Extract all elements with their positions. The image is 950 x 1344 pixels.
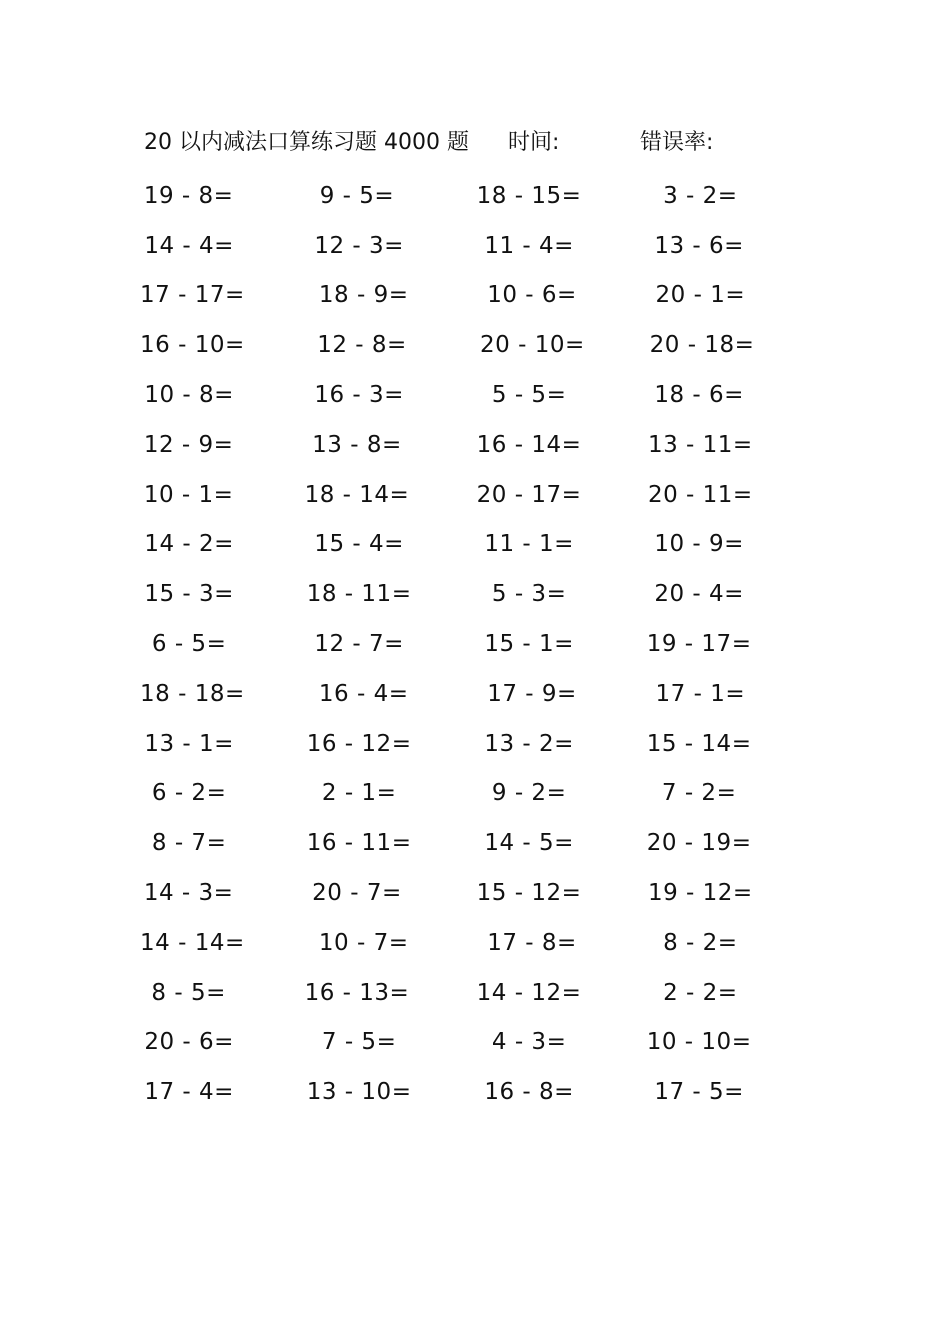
math-problem: 18 - 9=	[318, 282, 409, 309]
problem-row	[140, 868, 820, 918]
problem-row	[140, 271, 820, 321]
worksheet-header	[144, 126, 844, 160]
math-problem: 16 - 10=	[140, 332, 245, 359]
error-rate-label: 错误率:	[640, 130, 714, 155]
math-problem: 14 - 2=	[144, 531, 234, 558]
math-problem: 13 - 11=	[647, 431, 753, 458]
math-problem: 7 - 5=	[321, 1029, 397, 1056]
math-problem: 20 - 1=	[655, 282, 746, 309]
math-problem: 12 - 8=	[317, 332, 407, 359]
problem-row	[140, 719, 820, 769]
math-problem: 6 - 5=	[151, 631, 227, 658]
math-problem: 18 - 15=	[476, 182, 582, 209]
math-problem: 10 - 7=	[318, 929, 409, 956]
math-problem: 17 - 5=	[654, 1079, 744, 1106]
math-problem: 15 - 12=	[476, 880, 582, 907]
problem-row	[140, 1067, 820, 1117]
time-label: 时间:	[508, 130, 560, 155]
problem-row	[140, 470, 820, 520]
math-problem: 10 - 6=	[487, 282, 577, 309]
math-problem: 20 - 11=	[647, 481, 753, 508]
math-problem: 4 - 3=	[491, 1029, 567, 1056]
problem-row	[140, 171, 820, 221]
math-problem: 8 - 7=	[151, 830, 227, 857]
math-problem: 13 - 8=	[312, 431, 402, 458]
math-problem: 14 - 5=	[484, 830, 574, 857]
math-problem: 8 - 2=	[663, 929, 738, 956]
problem-row	[140, 918, 820, 968]
math-problem: 17 - 8=	[487, 929, 577, 956]
problem-row	[140, 769, 820, 819]
math-problem: 14 - 14=	[140, 929, 245, 956]
math-problem: 18 - 18=	[140, 680, 245, 707]
math-problem: 13 - 6=	[654, 232, 744, 259]
math-problem: 12 - 7=	[314, 631, 404, 658]
math-problem: 17 - 1=	[655, 680, 746, 707]
math-problem: 14 - 4=	[144, 232, 234, 259]
math-problem: 17 - 17=	[140, 282, 245, 309]
math-problem: 16 - 12=	[306, 730, 412, 757]
problem-grid	[140, 171, 820, 1117]
math-problem: 16 - 3=	[314, 382, 404, 409]
math-problem: 11 - 4=	[484, 232, 574, 259]
problem-row	[140, 1018, 820, 1068]
math-problem: 3 - 2=	[663, 182, 738, 209]
problem-row	[140, 669, 820, 719]
problem-row	[140, 420, 820, 470]
math-problem: 12 - 9=	[143, 431, 234, 458]
math-problem: 11 - 1=	[484, 531, 574, 558]
math-problem: 10 - 9=	[654, 531, 744, 558]
math-problem: 16 - 4=	[318, 680, 409, 707]
math-problem: 20 - 17=	[476, 481, 582, 508]
math-problem: 13 - 10=	[306, 1079, 412, 1106]
math-problem: 20 - 10=	[480, 332, 585, 359]
math-problem: 17 - 9=	[487, 680, 577, 707]
math-problem: 15 - 14=	[646, 730, 752, 757]
problem-row	[140, 619, 820, 669]
problem-row	[140, 520, 820, 570]
math-problem: 13 - 1=	[144, 730, 234, 757]
math-problem: 8 - 5=	[151, 979, 226, 1006]
math-problem: 12 - 3=	[314, 232, 404, 259]
math-problem: 20 - 18=	[649, 332, 755, 359]
math-problem: 16 - 8=	[484, 1079, 574, 1106]
math-problem: 10 - 1=	[143, 481, 234, 508]
math-problem: 19 - 17=	[646, 631, 752, 658]
math-problem: 15 - 3=	[144, 581, 234, 608]
math-problem: 18 - 11=	[306, 581, 412, 608]
math-problem: 14 - 3=	[143, 880, 234, 907]
math-problem: 20 - 4=	[654, 581, 744, 608]
worksheet-title: 20 以内减法口算练习题 4000 题	[144, 130, 469, 155]
math-problem: 13 - 2=	[484, 730, 574, 757]
math-problem: 16 - 14=	[476, 431, 582, 458]
math-problem: 19 - 8=	[143, 182, 234, 209]
math-problem: 15 - 1=	[484, 631, 574, 658]
math-problem: 10 - 10=	[646, 1029, 752, 1056]
math-problem: 5 - 3=	[491, 581, 567, 608]
math-problem: 6 - 2=	[151, 780, 227, 807]
problem-row	[140, 320, 820, 370]
math-problem: 17 - 4=	[144, 1079, 234, 1106]
math-problem: 20 - 6=	[144, 1029, 234, 1056]
problem-row	[140, 968, 820, 1018]
math-problem: 9 - 2=	[491, 780, 567, 807]
math-problem: 5 - 5=	[491, 382, 567, 409]
math-problem: 16 - 11=	[306, 830, 412, 857]
math-problem: 20 - 7=	[312, 880, 402, 907]
math-problem: 9 - 5=	[319, 182, 395, 209]
math-problem: 2 - 1=	[321, 780, 397, 807]
problem-row	[140, 370, 820, 420]
problem-row	[140, 818, 820, 868]
math-problem: 15 - 4=	[314, 531, 404, 558]
math-problem: 14 - 12=	[476, 979, 582, 1006]
math-problem: 18 - 6=	[654, 382, 744, 409]
math-problem: 10 - 8=	[144, 382, 234, 409]
math-problem: 16 - 13=	[304, 979, 410, 1006]
math-problem: 7 - 2=	[661, 780, 737, 807]
math-problem: 19 - 12=	[647, 880, 753, 907]
problem-row	[140, 569, 820, 619]
math-problem: 20 - 19=	[646, 830, 752, 857]
math-problem: 2 - 2=	[663, 979, 738, 1006]
problem-row	[140, 221, 820, 271]
math-problem: 18 - 14=	[304, 481, 410, 508]
